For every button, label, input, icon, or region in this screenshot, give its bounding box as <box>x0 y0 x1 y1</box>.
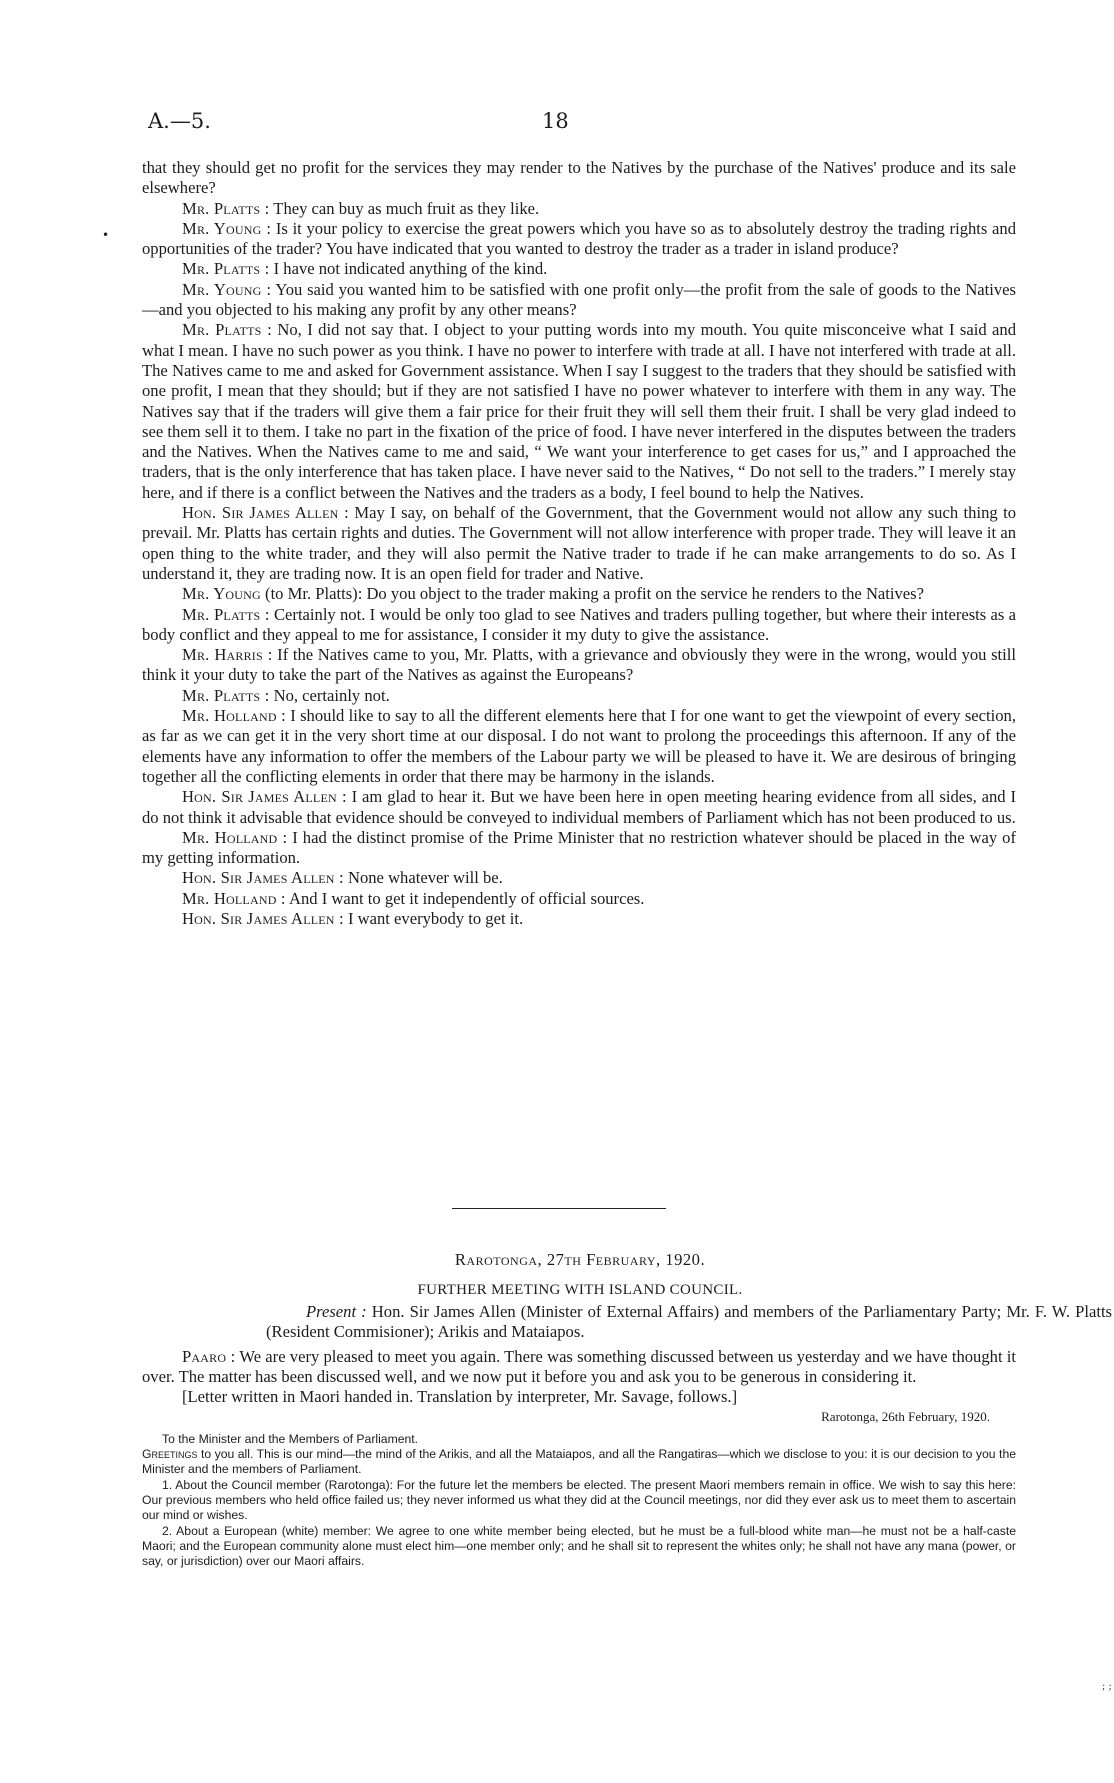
paragraph <box>142 645 1016 686</box>
paragraph <box>142 686 1016 706</box>
paragraph <box>142 280 1016 321</box>
transcript-body <box>142 158 1016 929</box>
speaker-label: Mr. Platts : <box>182 259 270 279</box>
paragraph <box>142 503 1016 584</box>
speaker-label: Mr. Young : <box>182 279 272 299</box>
section-divider <box>452 1208 666 1209</box>
paragraph-text: They can buy as much fruit as they like. <box>269 198 540 218</box>
bracket-note: [Letter written in Maori handed in. Translation by interpreter, Mr. Savage, follows.] <box>182 1387 738 1407</box>
paragraph-text: Is it your policy to exercise the great powers which you have so as to absolutely destroy the trading rights and opportunities of the trader? You have indicated that you wanted to destroy the trader as a trader in island produce? <box>142 218 1017 259</box>
speaker-label: Hon. Sir James Allen : <box>182 908 344 928</box>
speaker-label: Mr. Platts : <box>182 685 270 705</box>
paragraph-text: I am glad to hear it. But we have been here in open meeting hearing evidence from all sides, and I do not think it advisable that evidence should be conveyed to individual members of Parliament which has not been produced to us. <box>142 787 1016 827</box>
paragraph <box>142 706 1016 787</box>
speaker-label: Mr. Platts : <box>182 604 270 624</box>
section-place-date: Rarotonga, 27th February, 1920. <box>454 1250 706 1269</box>
speaker-label: Hon. Sir James Allen : <box>182 868 344 888</box>
present-label: Present : <box>306 1302 367 1321</box>
paragraph-text: I want everybody to get it. <box>343 908 524 928</box>
paragraph <box>142 199 1016 219</box>
paragraph <box>142 868 1016 888</box>
paragraph-text: None whatever will be. <box>343 868 503 888</box>
speaker-label: Mr. Holland : <box>182 827 288 847</box>
speaker-label: Hon. Sir James Allen : <box>182 787 347 807</box>
paragraph-text: No, certainly not. <box>269 685 390 705</box>
speaker-label: Paaro : <box>182 1346 236 1366</box>
letter-item: 2. About a European (white) member: We agree to one white member being elected, but he must be a full-blood white man—he must not be a half-caste Maori; and the European community alone must elect him—one member only; and he shall sit to represent the whites only; he shall not have any mana (power, or say, or jurisdiction) over our Maori affairs. <box>142 1523 1016 1569</box>
paragraph <box>142 787 1016 828</box>
paragraph-text: I have not indicated anything of the kind. <box>269 259 548 279</box>
paragraph-text: And I want to get it independently of official sources. <box>285 888 645 908</box>
paragraph <box>142 158 1016 199</box>
paragraph-text: We are very pleased to meet you again. There was something discussed between us yesterday and we have thought it over. The matter has been discussed well, and we now put it before you and ask you to be generous in considering it. <box>142 1346 1017 1386</box>
paragraph <box>142 219 1016 260</box>
speaker-label: Mr. Platts : <box>182 320 272 340</box>
letter-greeting <box>142 1447 1016 1478</box>
speaker-label: Mr. Holland : <box>182 888 286 908</box>
speaker-label: Mr. Holland : <box>182 706 286 726</box>
paragraph <box>142 909 1016 929</box>
letter-date: Rarotonga, 26th February, 1920. <box>821 1409 990 1425</box>
paragraph-text: I had the distinct promise of the Prime Minister that no restriction whatever should be placed in the way of my getting information. <box>142 827 1016 868</box>
present-list <box>170 1302 1112 1343</box>
section-title: FURTHER MEETING WITH ISLAND COUNCIL. <box>417 1282 743 1298</box>
paragraph-text: May I say, on behalf of the Government, that the Government would not allow any such thing to prevail. Mr. Platts has certain rights and duties. The Government will not allow interference with proper trade. They will leave it an open thing to the white trader, and they will also permit the Native trader to trade if he can make arrangements to do so. As I understand it, they are trading now. It is an open field for trader and Native. <box>142 503 1017 583</box>
paragraph-text: Certainly not. I would be only too glad to see Natives and traders pulling together, but where their interests as a body conflict and they appeal to me for assistance, I consider it my duty to give the assistance. <box>142 604 1016 644</box>
greeting-text: to you all. This is our mind—the mind of the Arikis, and all the Mataiapos, and all the Rangatiras—which we disclose to you: it is our decision to you the Minister and the members of Parliament. <box>142 1447 1016 1477</box>
letter-address: To the Minister and the Members of Parliament. <box>162 1431 419 1446</box>
speaker-label: Mr. Platts : <box>182 198 270 218</box>
paragraph <box>142 828 1016 869</box>
letter-item: 1. About the Council member (Rarotonga): For the future let the members be elected. The present Maori members remain in office. We wish to say this here: Our previous members who held office failed us; they never informed us what they did at the Council meetings, nor did they ever ask us to meet them to ascertain our mind or wishes. <box>142 1477 1016 1523</box>
present-text: Hon. Sir James Allen (Minister of External Affairs) and members of the Parliamentary Party; Mr. F. W. Platts (Resident Commisioner); Arikis and Mataiapos. <box>266 1302 1113 1342</box>
paragraph-text: You said you wanted him to be satisfied with one profit only—the profit from the sale of goods to the Natives—and you objected to his making any profit by any other means? <box>142 279 1017 320</box>
speaker-label: Mr. Young : <box>182 218 272 238</box>
paragraph <box>142 1347 1016 1388</box>
speaker-label: Mr. Harris : <box>182 645 273 665</box>
paragraph-text: No, I did not say that. I object to your putting words into my mouth. You quite misconceive what I said and what I mean. I have no such power as you think. I have no power to interfere with trade at all. I have not interfered with trade at all. The Natives came to me and asked for Government assistance. When I say I suggest to the traders that they should be satisfied with one profit, I mean that they should; but if they are not satisfied I have no power whatever to interfere with them in any way. The Natives say that if the traders will give them a fair price for their fruit they will sell them their fruit. I shall be very glad indeed to see them sell it to them. I take no part in the fixation of the price of food. I have never interfered in the disputes between the traders and the Natives. When the Natives came to me and said, “ We want your interference to get cases for us,” and I approached the traders, that is the only interference that has taken place. I have never said to the Natives, “ Do not sell to the traders.” I merely stay here, and if there is a conflict between the Natives and the traders as a body, I feel bound to help the Natives. <box>142 320 1016 502</box>
page-number: 18 <box>542 109 569 133</box>
paragraph <box>142 259 1016 279</box>
paragraph <box>142 584 1016 604</box>
meeting-body <box>142 1302 1113 1569</box>
greeting-word: Greetings <box>142 1447 198 1462</box>
edge-marks: ; ; <box>1102 1681 1112 1692</box>
paragraph-text: If the Natives came to you, Mr. Platts, with a grievance and obviously they were in the wrong, would you still think it your duty to take the part of the Natives as against the Europeans? <box>142 645 1016 685</box>
paragraph <box>142 320 1016 503</box>
margin-mark: • <box>102 228 110 242</box>
translated-letter <box>142 1432 1016 1570</box>
paragraph <box>142 605 1016 646</box>
speaker-label: Hon. Sir James Allen : <box>182 503 349 523</box>
paragraph-text: that they should get no profit for the services they may render to the Natives by the purchase of the Natives' produce and its sale elsewhere? <box>142 158 1016 198</box>
paragraph-text: (to Mr. Platts): Do you object to the trader making a profit on the service he renders to the Natives? <box>260 584 924 604</box>
speaker-label: Mr. Young <box>182 584 261 604</box>
document-reference: A.—5. <box>148 109 211 133</box>
paragraph-text: I should like to say to all the different elements here that I for one want to get the viewpoint of every section, as far as we can get it in the very short time at our disposal. I do not want to prolong the proceedings this afternoon. If any of the elements have any information to offer the members of the Labour party we will be pleased to have it. We are desirous of bringing together all the conflicting elements in order that there may be harmony in the islands. <box>142 706 1016 786</box>
paragraph <box>142 889 1016 909</box>
